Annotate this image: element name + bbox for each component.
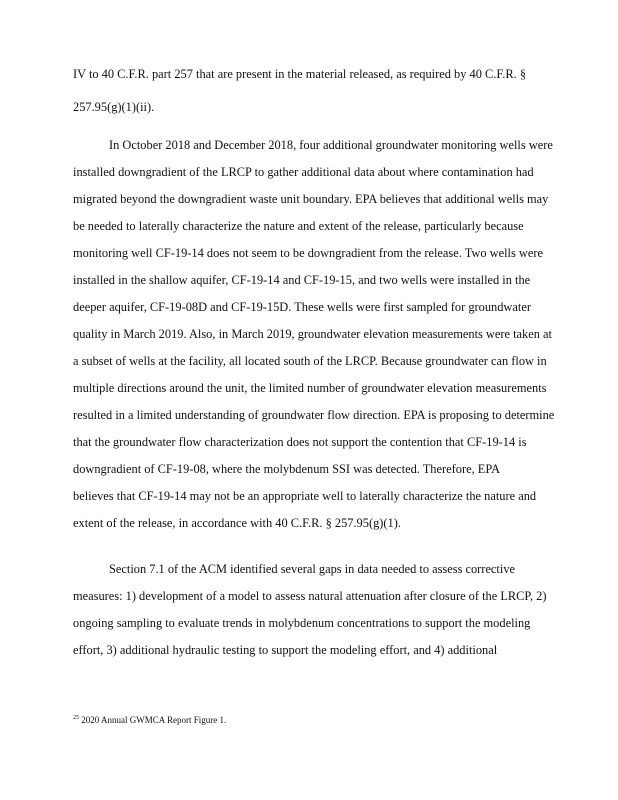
paragraph-line: a subset of wells at the facility, all located south of the LRCP. Because groundwater can flow in [73, 354, 547, 368]
paragraph-line: downgradient of CF-19-08, where the molybdenum SSI was detected. Therefore, EPA [73, 462, 501, 476]
paragraph-line: 257.95(g)(1)(ii). [73, 100, 155, 114]
paragraph-first-line: Section 7.1 of the ACM identified several gaps in data needed to assess corrective [109, 562, 516, 576]
paragraph-line: resulted in a limited understanding of groundwater flow direction. EPA is proposing to determine [73, 408, 555, 422]
paragraph-line: IV to 40 C.F.R. part 257 that are present in the material released, as required by 40 C.F.R. § [73, 67, 527, 81]
paragraph-line: installed downgradient of the LRCP to gather additional data about where contamination had [73, 165, 534, 179]
paragraph-line: installed in the shallow aquifer, CF-19-14 and CF-19-15, and two wells were installed in the [73, 273, 531, 287]
footnote-marker: 25 [73, 715, 79, 721]
paragraph-line: quality in March 2019. Also, in March 2019, groundwater elevation measurements were taken at [73, 327, 552, 341]
paragraph-line: extent of the release, in accordance with 40 C.F.R. § 257.95(g)(1). [73, 516, 401, 530]
paragraph-line: multiple directions around the unit, the limited number of groundwater elevation measurements [73, 381, 547, 395]
paragraph-line: that the groundwater flow characterization does not support the contention that CF-19-14 is [73, 435, 527, 449]
paragraph-line: effort, 3) additional hydraulic testing to support the modeling effort, and 4) additional [73, 643, 498, 657]
paragraph-line: measures: 1) development of a model to assess natural attenuation after closure of the LRCP, 2) [73, 589, 547, 603]
paragraph-line: ongoing sampling to evaluate trends in molybdenum concentrations to support the modeling [73, 616, 531, 630]
paragraph-line: be needed to laterally characterize the nature and extent of the release, particularly because [73, 219, 524, 233]
paragraph-first-line: In October 2018 and December 2018, four additional groundwater monitoring wells were [109, 138, 553, 152]
footnote [73, 713, 226, 726]
footnote-text: 2020 Annual GWMCA Report Figure 1. [79, 715, 227, 725]
paragraph-line: believes that CF-19-14 may not be an appropriate well to laterally characterize the nature and [73, 489, 537, 503]
paragraph-line: deeper aquifer, CF-19-08D and CF-19-15D. These wells were first sampled for groundwater [73, 300, 531, 314]
paragraph-line: monitoring well CF-19-14 does not seem to be downgradient from the release. Two wells were [73, 246, 543, 260]
paragraph-line: migrated beyond the downgradient waste unit boundary. EPA believes that additional wells may [73, 192, 549, 206]
